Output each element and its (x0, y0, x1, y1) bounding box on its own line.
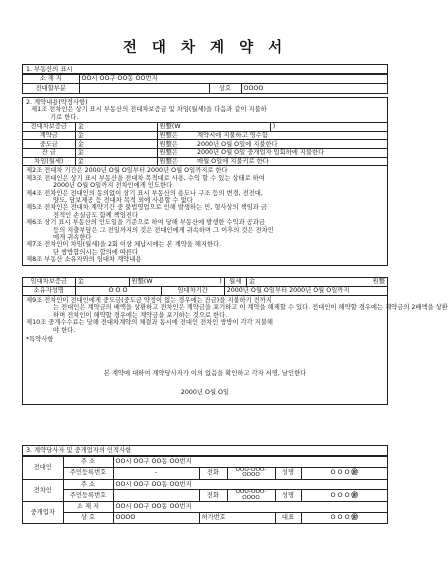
area-label: 상호 (209, 84, 241, 93)
broker-license: 허가번호 (199, 512, 275, 523)
article-line: 제4조 전차인은 전대인의 동의없이 상기 표시 부동산의 용도나 구조 등의 변경, 전전대, (26, 189, 263, 197)
seal-icon: ㊞ (351, 492, 358, 500)
contract-terms-heading: 2. 계약내용(약정사항) (26, 99, 88, 106)
parties-section: 3. 계약당사자 및 중개업자의 인적사항 전대인 주 소 OO시 OO구 OO동 OO번지 주민등록번호 - 전화 OOO-OOO-OOOO 성명 O O O ㊞ 전차인 주 소 OO시 OO구 OO동 OO번지 주민등록번호 전화 OOO-OOO-OOOO 성명 O O O ㊞ 중개업자 소 재 지 OO시 OO구 OO동 OO번지 상 호 OOOO 허가번호 대표 O O O ㊞ (22, 445, 388, 524)
lessor-role: 전대인 (23, 457, 63, 480)
lessee-phone: OOO-OOO-OOOO (227, 490, 275, 502)
contract-terms-section (22, 97, 388, 266)
lessee-name: O O O ㊞ (301, 490, 387, 502)
parties-heading: 3. 계약당사자 및 중개업자의 인적사항 (23, 446, 387, 456)
article-line: 양도, 담보제공 등 전대차 목적 외에 사용할 수 없다 (53, 196, 193, 204)
location-label: 소 재 지 (23, 75, 79, 84)
seal-icon: ㊞ (351, 514, 358, 522)
owner-name-label: 소유자성명 (23, 287, 75, 296)
area-value: OOOO (241, 84, 387, 93)
lease-period: 2000년 O월 O일부터 2000년 O월 O일까지 (224, 287, 387, 296)
article-line: 는 전대인은 계약금의 배액을 상환하고 전차인은 계약금을 포기하고 이 계약을 해제할 수 있다. 전대인이 해약할 경우에는 계약금의 2배액을 상환 (53, 304, 448, 312)
article-line: 제3조 전대인은 상기 표시 부동산을 전대차 목적대로 사용, 수익 할 수 있는 상태로 하여 (26, 174, 265, 182)
article-line: 제9조 전차인이 전대인에게 중도금(중도금 약정이 없는 경우에는 잔금)을 지불하기 전까지 (26, 297, 272, 304)
section-heading: 1. 부동산의 표시 (23, 65, 387, 74)
contract-date: 2000년 O월 O일 (180, 388, 230, 396)
payment-row: 계약금 金 원整은 계약시에 지불하고 영수함 (23, 131, 387, 140)
owner-name: O O O (75, 287, 161, 296)
payment-row: 전대차보증금 金 원整(W ) (23, 123, 387, 132)
lessee-id (113, 490, 199, 502)
article-line: 제6조 상기 표시 부동산의 인도일을 기준으로 하여 당해 부동산에 발생한 수익과 공과금 (26, 219, 265, 227)
payment-row: 차임(월세) 金 원整은 매월 O일에 지불키로 한다 (23, 157, 387, 166)
article-line: 제5조 전차인은 전대차 계약기간 중 불법영업으로 인해 발생하는 민, 형사상의 책임과 금 (26, 204, 267, 212)
article-line: 2000년 O월 O일까지 전차인에게 인도한다 (53, 182, 173, 190)
lessor-phone: OOO-OOO-OOOO (227, 467, 275, 479)
confirmation-text: 본 계약에 대하여 계약당사자가 이의 없음을 확인하고 각자 서명, 날인한다 (103, 370, 307, 378)
lease-deposit-label: 임대차보증금 (23, 278, 75, 287)
payment-table (23, 122, 387, 166)
article-line: 제8조 부동산 소유자와의 임대차 계약내용 (26, 256, 142, 264)
section-part-value (79, 84, 209, 93)
lessee-role: 전차인 (23, 479, 63, 502)
article-1-cont: 기로 한다. (50, 113, 79, 121)
article-line: 제10조 중개수수료는 당해 전대차계약의 체결과 동시에 전대인 전차인 쌍방이 각각 지불해 (26, 319, 274, 327)
article-line: 제2조 전대차 기간은 2000년 O월 O일부터 2000년 O월 O일까지로 한다 (26, 167, 228, 175)
article-line: 야 한다. (53, 326, 76, 334)
seal-icon: ㊞ (351, 469, 358, 477)
articles-block (23, 166, 387, 264)
article-line: 에게 귀속한다 (53, 234, 92, 242)
lessor-name: O O O ㊞ (301, 467, 387, 479)
broker-role: 중개업자 (23, 502, 63, 523)
section-part-label: 전대할부분 (23, 84, 79, 93)
payment-row: 중도금 金 원整은 2000년 O월 O일에 지불한다 (23, 140, 387, 149)
article-line: 전적인 손실금도 함께 책임진다 (53, 211, 139, 219)
article-line: 제7조 전차인이 차임(월세)을 2회 이상 체납시에는 본 계약을 해지한다. (26, 241, 222, 249)
owner-lease-section: 임대차보증금 金 원整(W ) 월세 金 원整 소유자성명 O O O 임대차기간 2000년 O월 O일부터 2000년 O월 O일까지 제9조 전차인이 전대인에게 중도금(중도금 약정이 없는 경우에는 잔금)을 지불하기 전까지 는 전대인은 계약금의 배액을 상환하고 전차인은 계약금을 포기하고 이 계약을 해제할 수 있다. 전대인이 해약할 경우에는 계약금의 2배액을 상환 하며 전차인이 해약할 경우에는 계약금을 포기하는 것으로 한다. 제10조 중개수수료는 당해 전대차계약의 체결과 동시에 전대인 전차인 쌍방이 각각 지불해 야 한다. *특약사항 본 계약에 대하여 계약당사자가 이의 없음을 확인하고 각자 서명, 날인한다 2000년 O월 O일 (22, 277, 388, 405)
document-title: 전 대 차 계 약 서 (122, 40, 288, 56)
broker-business-name: OOOO (113, 512, 199, 523)
article-line: 단 쌍방합의시는 합의에 따른다 (53, 248, 139, 256)
contract-page (22, 0, 448, 565)
payment-row: 잔 금 金 원整은 2000년 O월 O일 중개업자 입회하에 지불한다 (23, 149, 387, 158)
broker-address: OO시 OO구 OO동 OO번지 (113, 502, 387, 513)
lessor-id: - (113, 467, 199, 479)
lessor-address: OO시 OO구 OO동 OO번지 (113, 457, 387, 468)
special-terms: *특약사항 (26, 336, 54, 344)
lease-period-label: 임대차기간 (161, 287, 224, 296)
article-line: 하며 전차인이 해약할 경우에는 계약금을 포기하는 것으로 한다. (53, 311, 228, 319)
articles-block-2 (23, 296, 448, 335)
lessee-address: OO시 OO구 OO동 OO번지 (113, 479, 387, 490)
monthly-rent-label: 월세 (224, 278, 246, 287)
broker-rep-name: O O O ㊞ (301, 512, 387, 523)
location-value: OO시 OO구 OO동 OO번지 (79, 75, 387, 84)
article-line: 등의 지출부담은 그 전일까지의 것은 전대인에게 귀속하며 그 이후의 것은 전차인 (53, 226, 274, 234)
property-section (22, 64, 388, 94)
article-1: 제1조 전차인은 상기 표시 부동산의 전대차보증금 및 차임(월세)을 다음과 같이 지불하 (31, 106, 267, 114)
